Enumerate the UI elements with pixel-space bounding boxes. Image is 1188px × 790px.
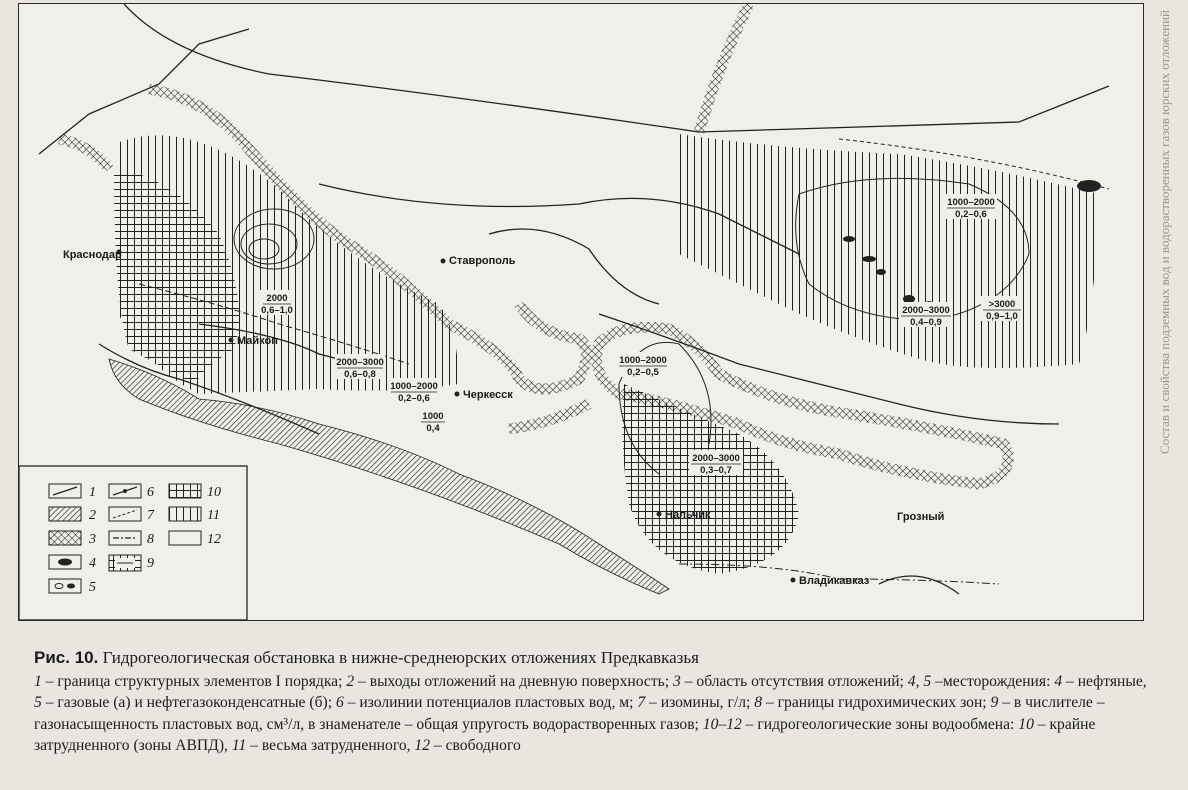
caption-item-number: 10 — [1018, 715, 1034, 733]
caption-item-number: 12 — [414, 737, 431, 754]
caption-item-number: 11 — [231, 737, 247, 754]
caption-item-text: – свободного — [430, 737, 521, 754]
caption-item-number: 4 — [1054, 672, 1063, 690]
svg-text:1000–2000: 1000–2000 — [390, 381, 438, 392]
svg-text:8: 8 — [147, 532, 154, 547]
svg-text:>3000: >3000 — [988, 299, 1016, 310]
svg-text:9: 9 — [147, 556, 154, 571]
caption-item-number: 5 — [34, 694, 42, 711]
zone-label-maikop-2000-3000 — [335, 354, 385, 380]
zone-label-east-3000 — [981, 296, 1023, 322]
caption-item-number: 7 — [637, 694, 646, 711]
caption-item-number: 2 — [346, 672, 355, 690]
caption-item-text: – в числителе – газонасыщенность пластовых вод, см³/л, в знаменателе – общая упругость водорастворенных газов; — [34, 694, 1105, 733]
svg-text:2000: 2000 — [266, 293, 288, 304]
caption-item-text: – весьма затрудненного, — [246, 737, 415, 754]
caption-item-text: – крайне затрудненного (зоны АВПД), — [34, 715, 1096, 754]
svg-text:0,2–0,5: 0,2–0,5 — [627, 367, 659, 378]
caption-item-text: – газовые (а) и нефтегазоконденсатные (б); — [41, 694, 336, 711]
side-margin-text — [1153, 10, 1183, 770]
svg-text:10: 10 — [207, 485, 221, 500]
svg-text:6: 6 — [147, 485, 154, 500]
city-vladikavkaz: Владикавказ — [799, 575, 870, 587]
city-maikop: Майкоп — [237, 335, 278, 347]
svg-text:2000–3000: 2000–3000 — [336, 357, 384, 368]
caption-item-text: – выходы отложений на дневную поверхность; — [354, 672, 673, 690]
zone-label-cherkessk-1000-2000 — [389, 378, 439, 404]
svg-text:0,2–0,6: 0,2–0,6 — [398, 393, 430, 404]
map-frame — [18, 3, 1144, 621]
svg-text:5: 5 — [89, 580, 96, 595]
legend — [19, 466, 247, 620]
svg-text:1: 1 — [89, 485, 96, 500]
svg-text:1000–2000: 1000–2000 — [947, 197, 995, 208]
city-krasnodar: Краснодар — [63, 249, 122, 261]
svg-text:1000–2000: 1000–2000 — [619, 355, 667, 366]
legend-item-11 — [169, 507, 220, 523]
svg-text:12: 12 — [207, 532, 221, 547]
legend-item-10 — [169, 484, 221, 500]
figure-label: Рис. 10. — [34, 648, 99, 667]
svg-text:2000–3000: 2000–3000 — [902, 305, 950, 316]
caption-item-text: – область отсутствия отложений; — [680, 672, 908, 690]
caption-item-text: – нефтяные, — [1062, 672, 1147, 690]
caption-item-number: 8 — [754, 694, 763, 711]
caption-item-text: – границы гидрохимических зон; — [762, 694, 991, 711]
caption-item-number: 6 — [335, 694, 344, 711]
svg-text:7: 7 — [147, 508, 154, 523]
zone-label-west-2000 — [259, 290, 295, 316]
caption-item-text: – граница структурных элементов I порядка; — [41, 672, 347, 690]
caption-item-number: 9 — [990, 694, 999, 711]
svg-text:0,3–0,7: 0,3–0,7 — [700, 465, 732, 476]
svg-text:0,6–1,0: 0,6–1,0 — [261, 305, 293, 316]
svg-text:0,4: 0,4 — [426, 423, 440, 434]
hydrogeological-map — [19, 4, 1143, 620]
caption-item-number: 10–12 — [702, 715, 742, 733]
caption-item-number: 4, 5 — [907, 672, 932, 690]
figure-caption — [34, 647, 1149, 757]
svg-text:0,9–1,0: 0,9–1,0 — [986, 311, 1018, 322]
svg-text:11: 11 — [207, 508, 220, 523]
zone-11-east — [679, 134, 1099, 368]
caption-item-number: 1 — [34, 672, 42, 690]
zone-label-nalchik-2000-3000 — [689, 450, 743, 476]
svg-text:0,6–0,8: 0,6–0,8 — [344, 369, 376, 380]
city-nalchik: Нальчик — [665, 509, 711, 521]
caption-item-text: – изолинии потенциалов пластовых вод, м; — [343, 694, 638, 711]
svg-text:2: 2 — [89, 508, 96, 523]
caption-title — [34, 647, 1149, 669]
svg-text:2000–3000: 2000–3000 — [692, 453, 740, 464]
caption-item-text: –месторождения: — [931, 672, 1055, 690]
caption-item-text: – гидрогеологические зоны водообмена: — [741, 715, 1019, 733]
legend-item-9 — [109, 555, 154, 571]
svg-text:3: 3 — [89, 532, 96, 547]
side-text: Состав и свойства подземных вод и водорастворенных газов юрских отложений — [1157, 10, 1172, 454]
city-grozny: Грозный — [897, 511, 945, 523]
svg-text:4: 4 — [89, 556, 96, 571]
city-cherkessk: Черкесск — [463, 389, 513, 401]
caption-body — [34, 671, 1149, 757]
svg-text:0,4–0,9: 0,4–0,9 — [910, 317, 942, 328]
zone-label-center-1000-2000 — [617, 352, 669, 378]
svg-text:0,2–0,6: 0,2–0,6 — [955, 209, 987, 220]
legend-item-2 — [49, 507, 96, 523]
zone-label-east-1000-2000 — [945, 194, 997, 220]
caption-item-text: – изомины, г/л; — [645, 694, 755, 711]
figure-title: Гидрогеологическая обстановка в нижне-среднеюрских отложениях Предкавказья — [102, 648, 699, 667]
caption-item-number: 3 — [673, 672, 681, 690]
svg-text:1000: 1000 — [422, 411, 444, 422]
zone-label-east-2000-3000 — [899, 302, 953, 328]
legend-item-3 — [49, 531, 96, 547]
zone-label-cherkessk-1000 — [417, 408, 449, 434]
city-stavropol: Ставрополь — [449, 255, 516, 267]
